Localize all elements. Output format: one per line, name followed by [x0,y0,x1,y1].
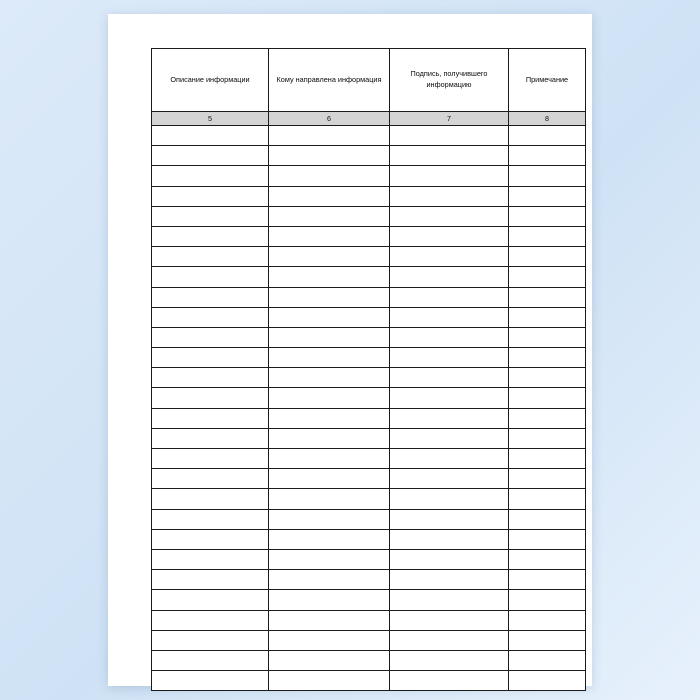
table-cell[interactable] [269,469,390,489]
table-row[interactable] [152,630,586,650]
table-cell[interactable] [509,146,586,166]
table-cell[interactable] [509,307,586,327]
table-cell[interactable] [152,529,269,549]
table-cell[interactable] [390,428,509,448]
table-cell[interactable] [152,267,269,287]
table-row[interactable] [152,428,586,448]
table-row[interactable] [152,247,586,267]
table-cell[interactable] [152,327,269,347]
table-cell[interactable] [509,368,586,388]
table-cell[interactable] [390,449,509,469]
table-cell[interactable] [509,166,586,186]
table-cell[interactable] [390,630,509,650]
table-cell[interactable] [390,126,509,146]
table-cell[interactable] [269,549,390,569]
table-row[interactable] [152,388,586,408]
table-cell[interactable] [152,307,269,327]
table-cell[interactable] [509,509,586,529]
table-cell[interactable] [509,650,586,670]
table-row[interactable] [152,671,586,691]
table-cell[interactable] [269,206,390,226]
table-cell[interactable] [152,186,269,206]
column-header-recipient: Кому направлена информация [269,49,390,112]
table-row[interactable] [152,126,586,146]
table-cell[interactable] [509,267,586,287]
table-cell[interactable] [152,469,269,489]
table-cell[interactable] [269,449,390,469]
table-cell[interactable] [509,610,586,630]
table-cell[interactable] [390,206,509,226]
column-number-7: 7 [390,112,509,126]
table-cell[interactable] [152,449,269,469]
table-cell[interactable] [509,671,586,691]
table-cell[interactable] [152,126,269,146]
table-cell[interactable] [152,146,269,166]
table-cell[interactable] [152,630,269,650]
table-cell[interactable] [509,529,586,549]
table-cell[interactable] [269,186,390,206]
table-cell[interactable] [390,570,509,590]
table-cell[interactable] [269,570,390,590]
table-cell[interactable] [269,671,390,691]
registration-table [151,48,586,691]
table-cell[interactable] [390,307,509,327]
table-cell[interactable] [152,549,269,569]
table-cell[interactable] [509,489,586,509]
table-row[interactable] [152,206,586,226]
table-cell[interactable] [269,388,390,408]
table-cell[interactable] [269,327,390,347]
registration-table-container [151,48,569,691]
table-cell[interactable] [269,146,390,166]
column-header-signature: Подпись, получившего информацию [390,49,509,112]
table-cell[interactable] [152,166,269,186]
table-row[interactable] [152,408,586,428]
table-cell[interactable] [390,267,509,287]
table-cell[interactable] [509,630,586,650]
table-cell[interactable] [390,489,509,509]
table-row[interactable] [152,570,586,590]
header-row [152,49,586,112]
table-cell[interactable] [390,368,509,388]
table-cell[interactable] [509,327,586,347]
table-cell[interactable] [509,408,586,428]
table-cell[interactable] [509,428,586,448]
column-number-6: 6 [269,112,390,126]
table-header [152,49,586,126]
table-row[interactable] [152,186,586,206]
table-cell[interactable] [152,348,269,368]
table-cell[interactable] [390,348,509,368]
table-cell[interactable] [152,247,269,267]
table-cell[interactable] [152,590,269,610]
table-cell[interactable] [152,509,269,529]
table-cell[interactable] [152,388,269,408]
table-cell[interactable] [269,590,390,610]
table-cell[interactable] [509,186,586,206]
table-cell[interactable] [390,469,509,489]
table-cell[interactable] [509,247,586,267]
table-row[interactable] [152,307,586,327]
table-row[interactable] [152,327,586,347]
table-cell[interactable] [269,489,390,509]
table-cell[interactable] [269,630,390,650]
table-row[interactable] [152,469,586,489]
table-cell[interactable] [390,650,509,670]
table-cell[interactable] [509,570,586,590]
table-cell[interactable] [269,287,390,307]
table-cell[interactable] [152,489,269,509]
table-row[interactable] [152,348,586,368]
column-header-description: Описание информации [152,49,269,112]
table-row[interactable] [152,610,586,630]
table-cell[interactable] [509,287,586,307]
table-cell[interactable] [390,226,509,246]
table-row[interactable] [152,226,586,246]
table-cell[interactable] [390,610,509,630]
table-cell[interactable] [152,226,269,246]
table-row[interactable] [152,287,586,307]
table-cell[interactable] [509,206,586,226]
table-cell[interactable] [390,671,509,691]
table-cell[interactable] [269,348,390,368]
table-cell[interactable] [390,247,509,267]
table-cell[interactable] [390,166,509,186]
table-cell[interactable] [152,671,269,691]
table-cell[interactable] [152,408,269,428]
table-cell[interactable] [269,267,390,287]
table-cell[interactable] [269,408,390,428]
document-page [108,14,592,686]
table-cell[interactable] [269,529,390,549]
table-cell[interactable] [390,529,509,549]
table-cell[interactable] [269,166,390,186]
table-cell[interactable] [509,388,586,408]
table-cell[interactable] [269,126,390,146]
table-row[interactable] [152,650,586,670]
table-row[interactable] [152,146,586,166]
table-row[interactable] [152,166,586,186]
table-cell[interactable] [152,206,269,226]
column-number-8: 8 [509,112,586,126]
table-cell[interactable] [269,428,390,448]
table-cell[interactable] [269,247,390,267]
table-body [152,126,586,691]
table-cell[interactable] [509,126,586,146]
table-row[interactable] [152,449,586,469]
table-cell[interactable] [390,590,509,610]
table-row[interactable] [152,489,586,509]
table-cell[interactable] [390,509,509,529]
table-cell[interactable] [390,146,509,166]
table-cell[interactable] [509,449,586,469]
table-row[interactable] [152,368,586,388]
table-row[interactable] [152,509,586,529]
table-cell[interactable] [509,348,586,368]
table-cell[interactable] [390,327,509,347]
table-cell[interactable] [390,388,509,408]
table-cell[interactable] [390,549,509,569]
table-cell[interactable] [269,650,390,670]
table-cell[interactable] [269,226,390,246]
table-cell[interactable] [269,368,390,388]
table-cell[interactable] [390,287,509,307]
table-cell[interactable] [509,469,586,489]
column-number-row [152,112,586,126]
table-cell[interactable] [152,428,269,448]
table-cell[interactable] [152,610,269,630]
table-cell[interactable] [390,186,509,206]
table-cell[interactable] [509,226,586,246]
table-row[interactable] [152,267,586,287]
table-cell[interactable] [152,287,269,307]
table-cell[interactable] [509,549,586,569]
table-cell[interactable] [390,408,509,428]
table-cell[interactable] [152,570,269,590]
table-cell[interactable] [152,368,269,388]
table-cell[interactable] [509,590,586,610]
table-cell[interactable] [269,307,390,327]
table-cell[interactable] [152,650,269,670]
table-cell[interactable] [269,610,390,630]
table-row[interactable] [152,529,586,549]
table-row[interactable] [152,549,586,569]
column-number-5: 5 [152,112,269,126]
table-cell[interactable] [269,509,390,529]
table-row[interactable] [152,590,586,610]
column-header-note: Примечание [509,49,586,112]
